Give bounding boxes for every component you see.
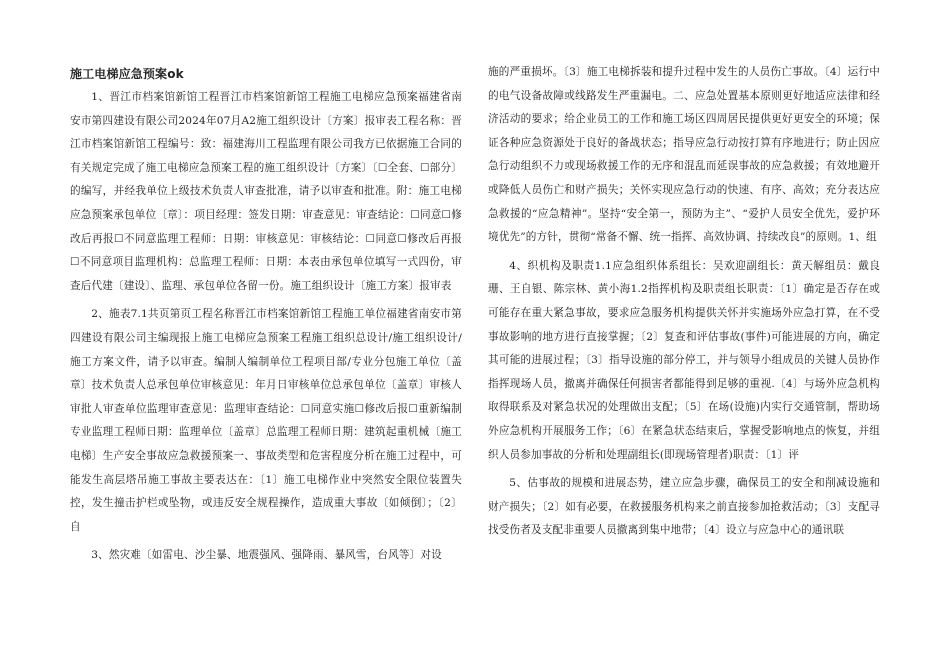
paragraph-4: 4、织机构及职责1.1应急组织体系组长：吴欢迎副组长：黄天解组员：戴良珊、王自银、陈宗林、黄小海1.2指挥机构及职责组长职责：〔1〕确定是否存在或可能存在重大紧急事故，要求应急服务机构提供关怀并实施场外应急打算，在不受事故影响的地方进行直接掌握；〔2〕复查和评估事故(事件)可能进展的方向，确定其可能的进展过程；〔3〕指导设施的部分停工，并与领导小组成员的关键人员协作指挥现场人员，撤离并确保任何损害者都能得到足够的重视.〔4〕与场外应急机构取得联系及对紧急状况的处理做出支配；〔5〕在场(设施)内实行交通管制，帮助场外应急机构开展服务工作；〔6〕在紧急状态结束后，掌握受影响地点的恢复，并组织人员参加事故的分析和处理副组长(即现场管理者)职责：〔1〕评 <box>488 259 880 461</box>
paragraph-1: 1、晋江市档案馆新馆工程晋江市档案馆新馆工程施工电梯应急预案福建省南安市第四建设有限公司2024年07月A2施工组织设计〔方案〕报审表工程名称：晋江市档案馆新馆工程编号：致：福建海川工程监理有限公司我方已依据施工合同的有关规定完成了施工电梯应急预案工程的施工组织设计〔方案〕〔☐全套、☐部分〕的编写，并经我单位上级技术负责人审查批准，请予以审查和批准。附：施工电梯应急预案承包单位〔章〕：项目经理：签发日期：审查意见：审查结论：☐同意☐修改后再报☐不同意监理工程师：日期：审核意见：审核结论：☐同意☐修改后再报☐不同意项目监理机构：总监理工程师：日期：本表由承包单位填写一式四份，审查后代建〔建设〕、监理、承包单位各留一份。施工组织设计〔施工方案〕报审表 <box>70 91 462 292</box>
document-title: 施工电梯应急预案ok <box>70 67 184 81</box>
paragraph-3-continued: 施的严重损坏。〔3〕施工电梯拆装和提升过程中发生的人员伤亡事故。〔4〕运行中的电气设备故障或线路发生严重漏电。二、应急处置基本原则更好地适应法律和经济活动的要求；给企业员工的工作和施工场区四周居民提供更好更安全的环境；保证各种应急资源处于良好的备战状态；指导应急行动按打算有序地进行；防止因应急行动组织不力或现场救援工作的无序和混乱而延误事故的应急救援；有效地避开或降低人员伤亡和财产损失；关怀实现应急行动的快速、有序、高效；充分表达应急救援的“应急精神”。坚持“安全第一，预防为主”、“爱护人员安全优先，爱护环境优先”的方针，贯彻“常备不懈、统一指挥、高效协调、持续改良”的原则。1、组 <box>488 66 880 244</box>
left-column <box>70 62 462 573</box>
paragraph-2: 2、施表7.1共页第页工程名称晋江市档案馆新馆工程施工单位福建省南安市第四建设有限公司主编现报上施工电梯应急预案工程施工组织总设计/施工组织设计/施工方案文件，请予以审查。编制人编制单位工程项目部/专业分包施工单位〔盖章〕技术负责人总承包单位审核意见：年月日审核单位总承包单位〔盖章〕审核人审批人审查单位监理审查意见：监理审查结论：☐同意实施☐修改后报☐重新编制专业监理工程师日期：监理单位〔盖章〕总监理工程师日期：建筑起重机械〔施工电梯〕生产安全事故应急救援预案一、事故类型和危害程度分析在施工过程中，可能发生高层塔吊施工事故主要表达在：〔1〕施工电梯作业中突然安全限位装置失控，发生撞击护栏或坠物，或违反安全规程操作，造成重大事故〔如倾倒〕；〔2〕自 <box>70 308 462 533</box>
paragraph-3: 3、然灾难〔如雷电、沙尘暴、地震强风、强降雨、暴风雪，台风等〕对设 <box>91 549 442 562</box>
paragraph-5: 5、估事故的规模和进展态势，建立应急步骤，确保员工的安全和削减设施和财产损失；〔2〕如有必要，在救援服务机构来之前直接参加抢救活动；〔3〕支配寻找受伤者及支配非重要人员撤离到集中地带；〔4〕设立与应急中心的通讯联 <box>488 477 880 537</box>
right-column <box>488 61 880 548</box>
